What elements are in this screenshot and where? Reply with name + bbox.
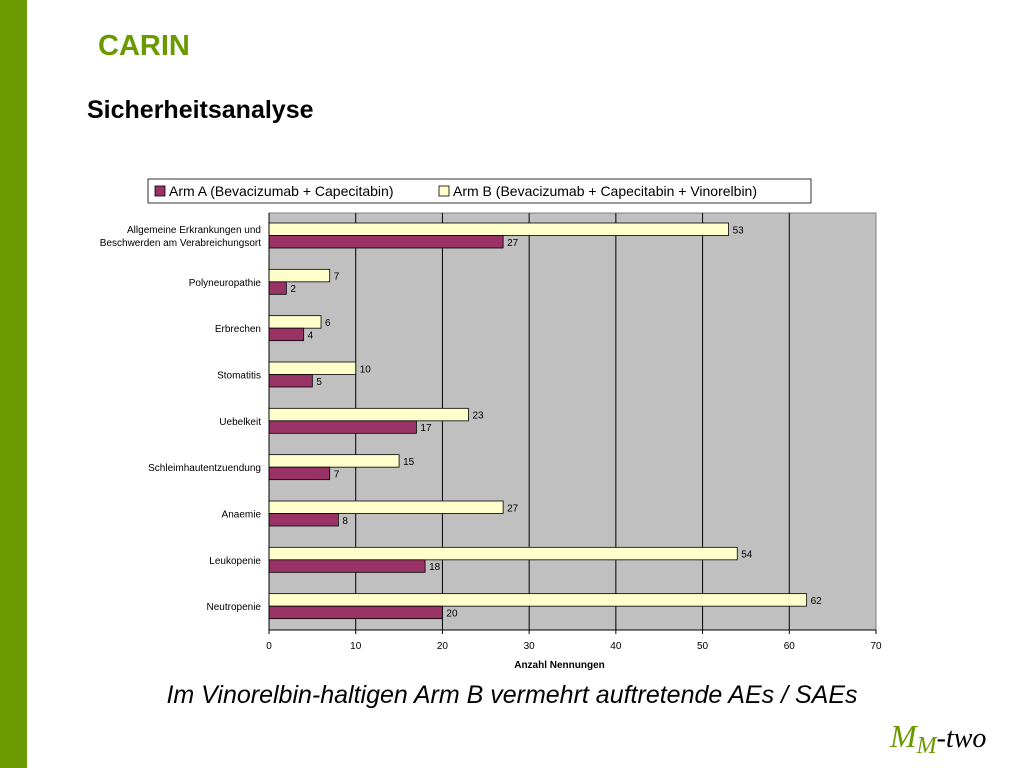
bar xyxy=(269,328,304,341)
bar xyxy=(269,408,468,421)
slide-title: CARIN xyxy=(98,30,190,62)
bar xyxy=(269,606,442,619)
category-label: Leukopenie xyxy=(209,555,261,567)
category-label: Anaemie xyxy=(221,509,261,521)
data-label: 15 xyxy=(403,456,415,468)
mm-two-logo: MM-two xyxy=(890,718,987,759)
bar xyxy=(269,362,356,375)
legend-swatch xyxy=(439,186,449,196)
data-label: 2 xyxy=(290,284,296,296)
category-label: Schleimhautentzuendung xyxy=(148,463,261,475)
x-tick-label: 30 xyxy=(523,641,535,652)
data-label: 8 xyxy=(342,515,348,527)
category-label: Uebelkeit xyxy=(219,416,261,428)
x-tick-label: 70 xyxy=(870,641,882,652)
category-label: Stomatitis xyxy=(217,370,261,382)
bar xyxy=(269,236,503,249)
conclusion-text: Im Vinorelbin-haltigen Arm B vermehrt auftretende AEs / SAEs xyxy=(166,681,858,709)
data-label: 18 xyxy=(429,562,441,574)
data-label: 4 xyxy=(307,330,314,342)
data-label: 20 xyxy=(446,608,458,620)
data-label: 53 xyxy=(732,225,744,237)
data-label: 62 xyxy=(810,595,822,607)
bar xyxy=(269,594,807,607)
legend-swatch xyxy=(155,186,165,196)
category-label: Allgemeine Erkrankungen und xyxy=(127,225,261,236)
bar xyxy=(269,547,737,560)
x-tick-label: 0 xyxy=(266,641,272,652)
bar xyxy=(269,282,286,295)
slide-subtitle: Sicherheitsanalyse xyxy=(87,96,314,124)
data-label: 6 xyxy=(325,317,331,329)
data-label: 27 xyxy=(507,503,519,515)
data-label: 17 xyxy=(420,423,432,435)
x-axis-title: Anzahl Nennungen xyxy=(514,660,605,671)
bar xyxy=(269,467,330,480)
x-tick-label: 60 xyxy=(783,641,795,652)
bar xyxy=(269,421,416,434)
legend-label: Arm B (Bevacizumab + Capecitabin + Vinorelbin) xyxy=(453,183,758,199)
data-label: 7 xyxy=(333,271,340,283)
bar xyxy=(269,560,425,573)
data-label: 23 xyxy=(472,410,484,422)
data-label: 54 xyxy=(741,549,753,561)
legend-label: Arm A (Bevacizumab + Capecitabin) xyxy=(169,183,394,199)
x-tick-label: 50 xyxy=(697,641,709,652)
x-tick-label: 10 xyxy=(350,641,362,652)
data-label: 10 xyxy=(359,364,371,376)
bar xyxy=(269,455,399,468)
data-label: 5 xyxy=(316,376,322,388)
bar xyxy=(269,223,729,236)
category-label: Beschwerden am Verabreichungsort xyxy=(99,238,261,249)
bar xyxy=(269,501,503,514)
bar xyxy=(269,269,330,282)
category-label: Neutropenie xyxy=(206,602,261,614)
data-label: 27 xyxy=(507,237,519,249)
x-tick-label: 20 xyxy=(436,641,448,652)
x-tick-label: 40 xyxy=(610,641,622,652)
bar xyxy=(269,316,321,329)
category-label: Erbrechen xyxy=(214,324,261,336)
category-label: Polyneuropathie xyxy=(188,277,261,289)
bar xyxy=(269,375,312,388)
bar xyxy=(269,514,338,527)
data-label: 7 xyxy=(333,469,340,481)
